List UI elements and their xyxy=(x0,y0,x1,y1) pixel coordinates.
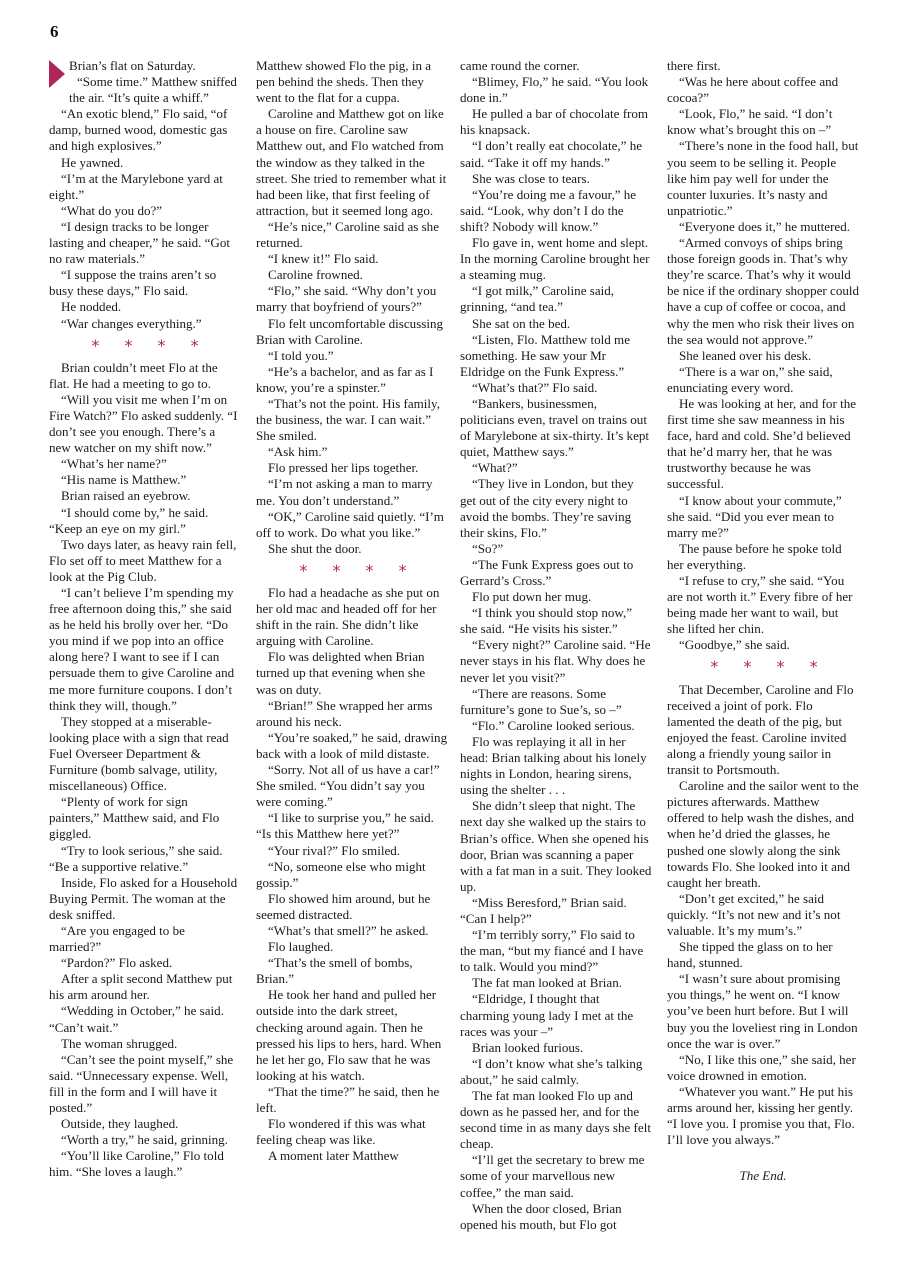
paragraph: “No, someone else who might gossip.” xyxy=(256,858,426,890)
section-divider: * * * * xyxy=(299,560,417,580)
paragraph: “Goodbye,” she said. xyxy=(679,637,790,653)
paragraph: “I suppose the trains aren’t so busy these days,” Flo said. xyxy=(49,267,217,299)
paragraph: “Everyone does it,” he muttered. xyxy=(679,218,850,234)
paragraph: “War changes everything.” xyxy=(61,315,202,331)
paragraph: “What’s that smell?” he asked. xyxy=(268,922,429,938)
paragraph: Outside, they laughed. xyxy=(61,1116,179,1132)
paragraph: Flo was delighted when Brian turned up that evening when she was on duty. xyxy=(256,649,426,697)
paragraph: “His name is Matthew.” xyxy=(61,472,187,488)
paragraph: “Worth a try,” he said, grinning. xyxy=(61,1132,228,1148)
paragraph: “They live in London, but they get out of the city every night to avoid the bombs. They’re saving their skins, Flo.” xyxy=(460,476,634,540)
paragraph: “I got milk,” Caroline said, grinning, “and tea.” xyxy=(460,283,615,315)
paragraph: She sat on the bed. xyxy=(472,315,571,331)
text-column-3 xyxy=(460,58,652,1233)
paragraph: “Are you engaged to be married?” xyxy=(49,922,185,955)
paragraph: He pulled a bar of chocolate from his knapsack. xyxy=(460,106,649,138)
paragraph: “Flo.” Caroline looked serious. xyxy=(472,717,635,733)
page-number: 6 xyxy=(50,22,59,41)
paragraph: “You’re doing me a favour,” he said. “Look, why don’t I do the shift? Nobody will know.” xyxy=(460,186,637,234)
paragraph: Caroline and the sailor went to the pictures afterwards. Matthew offered to help wash the dishes, and when he’d dried the glasses, he pushed one slowly along the sink towards Flo. She looked into it and caught her breath. xyxy=(667,778,859,890)
paragraph: “I know about your commute,” she said. “Did you ever mean to marry me?” xyxy=(667,492,842,540)
paragraph: “Every night?” Caroline said. “He never stays in his flat. Why does he never let you visit?” xyxy=(460,637,651,685)
paragraph: “Can’t see the point myself,” she said. “Unnecessary expense. Well, fill in the form and I will have it posted.” xyxy=(49,1051,234,1115)
paragraph: “There is a war on,” she said, enunciating every word. xyxy=(667,363,833,395)
paragraph: “I think you should stop now,” she said. “He visits his sister.” xyxy=(460,605,633,637)
paragraph: there first. xyxy=(667,58,721,73)
paragraph: “I knew it!” Flo said. xyxy=(268,251,379,267)
paragraph: Caroline and Matthew got on like a house on fire. Caroline saw Matthew out, and Flo watched from the window as they talked in the street. She tried to remember what it had been like, that first feeling of attraction, but it seemed long ago. xyxy=(256,106,447,218)
paragraph: That December, Caroline and Flo received a joint of pork. Flo lamented the death of the pig, but enjoyed the feast. Caroline invited along a friendly young sailor in transit to Portsmouth. xyxy=(667,681,854,778)
the-end: The End. xyxy=(739,1168,787,1184)
paragraph: She shut the door. xyxy=(268,540,362,556)
paragraph: “Miss Beresford,” Brian said. “Can I help?” xyxy=(460,894,627,926)
paragraph: “Plenty of work for sign painters,” Matthew said, and Flo giggled. xyxy=(49,794,220,842)
paragraph: Flo gave in, went home and slept. In the morning Caroline brought her a steaming mug. xyxy=(460,235,650,283)
paragraph: “Your rival?” Flo smiled. xyxy=(268,842,401,858)
paragraph: “Blimey, Flo,” he said. “You look done in.” xyxy=(460,74,649,106)
paragraph: “I should come by,” he said. “Keep an eye on my girl.” xyxy=(49,504,209,536)
paragraph: The fat man looked at Brian. xyxy=(472,975,622,991)
paragraph: “Ask him.” xyxy=(268,444,328,460)
paragraph: came round the corner. xyxy=(460,58,580,73)
paragraph: “He’s nice,” Caroline said as she returned. xyxy=(256,218,439,251)
paragraph: Flo pressed her lips together. xyxy=(268,460,419,476)
paragraph: The fat man looked Flo up and down as he passed her, and for the second time in as many days she felt cheap. xyxy=(460,1088,651,1152)
paragraph: “I don’t really eat chocolate,” he said. “Take it off my hands.” xyxy=(460,138,643,170)
paragraph: She leaned over his desk. xyxy=(679,347,812,363)
paragraph: “He’s a bachelor, and as far as I know, you’re a spinster.” xyxy=(256,363,434,395)
section-divider: * * * * xyxy=(710,657,828,677)
paragraph: “There’s none in the food hall, but you seem to be selling it. People like him pay well for under the counter luxuries. It’s nasty and unpatriotic.” xyxy=(667,138,859,218)
text-column-2 xyxy=(256,58,448,1164)
paragraph: “What?” xyxy=(472,460,518,476)
paragraph: “Don’t get excited,” he said quickly. “It’s not new and it’s not valuable. It’s my mum’s.” xyxy=(667,890,841,938)
paragraph: She didn’t sleep that night. The next day she walked up the stairs to Brian’s office. When she opened his door, Brian was scanning a paper with a fat man in a suit. They looked up. xyxy=(460,798,652,894)
paragraph: “Armed convoys of ships bring those foreign goods in. That’s why they’re scarce. That’s why it would be nice if the ordinary shopper could have a cup of coffee or cocoa, and why the men who risk their lives on the sea would not approve.” xyxy=(667,235,860,347)
paragraph: “You’ll like Caroline,” Flo told him. “She loves a laugh.” xyxy=(49,1148,224,1180)
paragraph: Flo felt uncomfortable discussing Brian with Caroline. xyxy=(256,315,444,347)
paragraph: “OK,” Caroline said quietly. “I’m off to work. Do what you like.” xyxy=(256,508,444,540)
paragraph: After a split second Matthew put his arm around her. xyxy=(49,971,233,1003)
paragraph: “That’s not the point. His family, the business, the war. I can wait.” She smiled. xyxy=(256,395,440,444)
paragraph: “I wasn’t sure about promising you things,” he went on. “I know you’ve been hurt before. But I will buy you the loveliest ring in London once the war is over.” xyxy=(667,971,858,1051)
paragraph: “I design tracks to be longer lasting and cheaper,” he said. “Got no raw materials.” xyxy=(49,218,230,267)
paragraph: “What do you do?” xyxy=(61,202,163,218)
paragraph: “Look, Flo,” he said. “I don’t know what’s brought this on –” xyxy=(667,106,833,138)
paragraph: Flo wondered if this was what feeling cheap was like. xyxy=(256,1116,426,1148)
paragraph: “So?” xyxy=(472,540,504,556)
paragraph: “I don’t know what she’s talking about,” he said calmly. xyxy=(460,1055,643,1087)
paragraph: “Brian!” She wrapped her arms around his neck. xyxy=(256,697,433,729)
paragraph: He took her hand and pulled her outside into the dark street, checking around again. Then he pressed his lips to hers, hard. When he let her go, Flo saw that he was looking at his watch. xyxy=(256,987,442,1083)
paragraph: “Bankers, businessmen, politicians even, travel on trains out of Marylebone at six-thirty. It’s kept quiet, Matthew says.” xyxy=(460,395,650,460)
paragraph: Inside, Flo asked for a Household Buying Permit. The woman at the desk sniffed. xyxy=(49,874,238,922)
paragraph: “What’s her name?” xyxy=(61,456,167,472)
paragraph: They stopped at a miserable-looking place with a sign that read Fuel Overseer Department & Furniture (bomb salvage, utility, miscellaneous) Office. xyxy=(49,713,229,794)
paragraph: “An exotic blend,” Flo said, “of damp, burned wood, domestic gas and high explosives.” xyxy=(49,106,228,154)
paragraph: “There are reasons. Some furniture’s gone to Sue’s, so –” xyxy=(460,685,622,717)
paragraph: He yawned. xyxy=(61,154,124,170)
paragraph: “Flo,” she said. “Why don’t you marry that boyfriend of yours?” xyxy=(256,283,437,315)
paragraph: Two days later, as heavy rain fell, Flo set off to meet Matthew for a look at the Pig Club. xyxy=(49,536,237,584)
text-column-4 xyxy=(667,58,859,1184)
paragraph: Brian looked furious. xyxy=(472,1039,584,1055)
paragraph: Flo showed him around, but he seemed distracted. xyxy=(256,890,431,922)
paragraph: “Whatever you want.” He put his arms around her, kissing her gently. “I love you. I promise you that, Flo. I’ll love you always.” xyxy=(667,1083,855,1148)
paragraph: “The Funk Express goes out to Gerrard’s Cross.” xyxy=(460,556,634,588)
paragraph: “Pardon?” Flo asked. xyxy=(61,955,173,971)
paragraph: Flo put down her mug. xyxy=(472,589,592,605)
paragraph: “I can’t believe I’m spending my free afternoon doing this,” she said as he held his brolly over her. “Do you mind if we pop into an office along here? I want to see if I can persuade them to give Caroline and me more furniture coupons. I don’t think they will, though.” xyxy=(49,585,235,713)
paragraph: She was close to tears. xyxy=(472,170,590,186)
paragraph: He was looking at her, and for the first time she saw meanness in his face, hard and cold. She’d believed that he’d marry her, that he was trustworthy because he was successful. xyxy=(667,395,857,492)
paragraph: He nodded. xyxy=(61,299,122,315)
paragraph: “That’s the smell of bombs, Brian.” xyxy=(256,955,413,987)
paragraph: Flo was replaying it all in her head: Brian talking about his lonely nights in London, hearing sirens, using the shelter . . . xyxy=(460,733,647,798)
paragraph: “I like to surprise you,” he said. “Is this Matthew here yet?” xyxy=(256,810,434,842)
paragraph: The pause before he spoke told her everything. xyxy=(667,540,842,572)
paragraph: “Some time.” Matthew sniffed the air. “It’s quite a whiff.” xyxy=(69,74,237,106)
paragraph: “I told you.” xyxy=(268,347,334,363)
paragraph: A moment later Matthew xyxy=(268,1148,399,1164)
paragraph: Flo had a headache as she put on her old mac and headed off for her shift in the rain. She didn’t like arguing with Caroline. xyxy=(256,585,440,649)
paragraph: “Eldridge, I thought that charming young lady I met at the races was your –” xyxy=(460,991,634,1039)
paragraph: “Will you visit me when I’m on Fire Watch?” Flo asked suddenly. “I don’t see you enough. There’s a new watcher on my shift now.” xyxy=(49,391,238,456)
paragraph: “Was he here about coffee and cocoa?” xyxy=(667,74,839,106)
paragraph: “I’ll get the secretary to brew me some of your marvellous new coffee,” the man said. xyxy=(460,1152,645,1200)
paragraph: Brian raised an eyebrow. xyxy=(61,488,191,504)
paragraph: “Sorry. Not all of us have a car!” She smiled. “You didn’t say you were coming.” xyxy=(256,762,440,810)
paragraph: The woman shrugged. xyxy=(61,1035,178,1051)
paragraph: “Wedding in October,” he said. “Can’t wait.” xyxy=(49,1003,224,1035)
section-divider: * * * * xyxy=(91,335,209,355)
paragraph: “Listen, Flo. Matthew told me something. He saw your Mr Eldridge on the Funk Express.” xyxy=(460,331,630,379)
paragraph: “Try to look serious,” she said. “Be a supportive relative.” xyxy=(49,842,223,874)
paragraph: “What’s that?” Flo said. xyxy=(472,379,598,395)
paragraph: Brian’s flat on Saturday. xyxy=(69,58,196,73)
paragraph: She tipped the glass on to her hand, stunned. xyxy=(667,939,833,971)
paragraph: “No, I like this one,” she said, her voice drowned in emotion. xyxy=(667,1051,856,1083)
paragraph: “I’m at the Marylebone yard at eight.” xyxy=(49,170,223,202)
text-column-1 xyxy=(49,58,239,1180)
paragraph: “I refuse to cry,” she said. “You are not worth it.” Every fibre of her being made her want to wail, but she lifted her chin. xyxy=(667,573,853,637)
paragraph: “You’re soaked,” he said, drawing back with a look of mild distaste. xyxy=(256,729,448,761)
paragraph: Matthew showed Flo the pig, in a pen behind the sheds. Then they went to the flat for a cuppa. xyxy=(256,58,432,106)
paragraph: Caroline frowned. xyxy=(268,267,363,283)
paragraph: “That the time?” he said, then he left. xyxy=(256,1083,440,1115)
paragraph: When the door closed, Brian opened his mouth, but Flo got xyxy=(460,1200,622,1232)
paragraph: Brian couldn’t meet Flo at the flat. He had a meeting to go to. xyxy=(49,359,218,391)
paragraph: “I’m not asking a man to marry me. You don’t understand.” xyxy=(256,476,433,508)
paragraph: Flo laughed. xyxy=(268,939,334,955)
paragraph: “I’m terribly sorry,” Flo said to the man, “but my fiancé and I have to talk. Would you mind?” xyxy=(460,927,644,975)
